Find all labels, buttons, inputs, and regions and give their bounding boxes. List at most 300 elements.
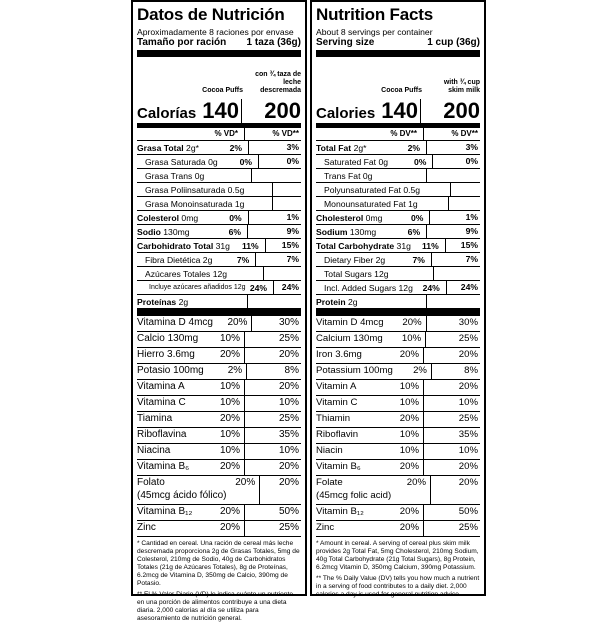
nutrient-row [316,197,480,211]
nutrient-name: Total Sugars [324,268,372,279]
nutrient-name: Grasa Saturada [145,156,206,167]
vitamin-dv-cereal: 20% [227,317,248,328]
serving-size [316,37,480,49]
vitamin-row [316,332,480,348]
nutrient-row [137,183,301,197]
nutrient-row [137,141,301,155]
nutrient-dv-with-milk [263,267,301,280]
vitamin-name-cell [316,316,384,331]
nutrient-dv-cereal: 6% [407,226,421,237]
footnote-daily-value: ** The % Daily Value (DV) tells you how much a nutrient in a serving of food contributes to a daily diet. 2,000 calories a day is used for general nutrition advice. [316,575,480,598]
vitamin-dv-cereal: 20% [219,461,240,472]
vitamin-name-cell [316,412,379,427]
nutrient-dv-with-milk: 0% [258,155,301,168]
vitamin-row [137,364,301,380]
vitamin-row [137,348,301,364]
nutrient-name-cell [137,212,198,224]
nutrient-name: Grasa Trans [145,170,193,181]
calories-label: Calories [316,105,376,122]
nutrient-name: Protein [316,296,346,307]
nutrient-amount: 0.5g [403,184,421,195]
vitamin-name: Vitamina B₁₂ [137,506,193,517]
panel-title: Nutrition Facts [316,5,433,24]
vitamin-row [137,332,301,348]
column-header-cereal: Cocoa Puffs [202,87,243,94]
nutrient-name-cell [137,156,218,168]
vitamin-dv-cereal: 10% [219,381,240,392]
vitamin-row [316,521,480,537]
vitamin-row [316,396,480,412]
thick-divider [137,50,301,57]
nutrient-amount: 0g [378,156,389,167]
nutrient-dv-cereal: 11% [422,240,439,251]
vitamin-dv-with-milk: 25% [244,332,301,347]
nutrient-dv-with-milk [450,183,480,196]
vitamin-dv-with-milk: 30% [426,316,480,331]
vitamin-name: Iron [316,349,333,360]
vitamin-row [316,460,480,476]
vitamin-dv-with-milk: 20% [423,348,480,363]
nutrient-dv-with-milk: 7% [431,253,480,266]
nutrient-amount: 0mg [365,212,383,223]
vitamin-row [137,428,301,444]
nutrient-dv-cereal: 2% [407,142,420,153]
nutrient-name: Grasa Total [137,142,184,153]
nutrient-name-cell [316,170,376,182]
nutrient-row [316,267,480,281]
nutrient-amount: 12g [212,268,228,279]
vitamin-row [137,505,301,521]
vitamin-row [137,412,301,428]
nutrient-dv-with-milk: 1% [429,211,480,224]
nutrient-name: Incl. Added Sugars [324,282,397,293]
vitamin-row [137,476,301,505]
nutrient-dv-with-milk: 1% [248,211,301,224]
nutrient-name-cell [316,240,411,252]
thick-divider [137,309,301,316]
nutrient-name: Colesterol [137,212,180,223]
serving-size-value: 1 cup (36g) [427,37,480,48]
nutrient-amount: 12g [398,282,413,293]
nutrient-name-cell [137,268,227,280]
vitamin-name-cell [316,332,383,347]
vitamin-dv-cereal: 20% [219,506,240,517]
vitamin-name: Folate [316,477,343,488]
vitamin-dv-cereal: 20% [402,317,422,328]
vitamin-row [137,521,301,537]
vitamin-dv-cereal: 10% [399,445,419,456]
vitamin-dv-with-milk: 25% [425,332,480,347]
nutrient-list [137,141,301,309]
vitamin-dv-with-milk: 50% [244,505,301,520]
calories-row [137,95,301,124]
vitamin-name-cell [316,505,379,520]
vitamin-amount: 3.6mg [335,349,362,360]
nutrient-amount: 12g [374,268,389,279]
vitamin-name-cell [137,396,200,411]
nutrient-name-cell [316,282,413,294]
nutrient-dv-cereal: 24% [249,282,268,293]
vitamin-name-cell [316,396,379,411]
vitamin-name: Riboflavina [137,429,187,440]
nutrient-dv-with-milk: 15% [445,239,480,252]
nutrient-row [137,267,301,281]
nutrient-dv-with-milk [448,197,480,210]
nutrient-name-cell [316,198,418,210]
nutrient-dv-with-milk [433,267,480,280]
servings-per-container: About 8 servings per container [316,27,433,37]
nutrient-amount: 0.5g [227,184,245,195]
vitamin-name: Vitamina C [137,397,186,408]
vitamin-name-cell [137,521,200,536]
nutrient-name-cell [316,226,376,238]
nutrient-dv-with-milk: 9% [426,225,480,238]
vitamin-name: Vitamin C [316,397,358,408]
nutrient-name: Monounsaturated Fat [324,198,406,209]
nutrient-amount: 1g [408,198,418,209]
vitamin-row [316,364,480,380]
vitamin-name-cell [137,476,226,504]
vitamin-dv-with-milk: 25% [244,521,301,536]
nutrient-name-cell [316,268,389,280]
nutrient-dv-with-milk: 0% [432,155,480,168]
vitamin-dv-cereal: 10% [399,429,419,440]
nutrient-amount: 1g [234,198,245,209]
vitamin-name: Vitamina A [137,381,185,392]
column-header-cereal: Cocoa Puffs [381,87,422,94]
nutrient-row [137,155,301,169]
vitamin-dv-with-milk: 20% [430,476,480,504]
vitamin-amount: 130mg [167,333,199,344]
vitamin-dv-cereal: 20% [399,349,419,360]
vitamin-name: Vitamina D [137,317,186,328]
vitamin-row [316,428,480,444]
vitamin-name: Vitamin B₁₂ [316,506,364,517]
vitamin-amount: 100mg [363,365,393,376]
vitamin-name: Niacin [316,445,343,456]
nutrient-amount: 31g [396,240,411,251]
vitamin-name-cell [316,364,393,379]
vitamin-dv-cereal: 10% [219,333,240,344]
nutrient-name: Incluye azúcares añadidos [149,283,232,291]
serving-size-label: Tamaño por ración [137,37,227,48]
vitamin-dv-with-milk: 20% [244,380,301,395]
vitamin-amount: 100mg [173,365,204,376]
vitamin-dv-with-milk: 20% [244,348,301,363]
vitamin-dv-with-milk: 8% [246,364,301,379]
vitamin-row [137,380,301,396]
vitamin-dv-cereal: 20% [235,477,256,488]
vitamin-dv-with-milk: 25% [423,412,480,427]
nutrient-name: Carbohidrato Total [137,240,214,251]
vitamin-name-cell [316,460,379,475]
nutrient-amount: 2g [178,296,189,307]
nutrient-dv-cereal: 7% [412,254,425,265]
nutrient-row [137,225,301,239]
nutrient-name-cell [137,240,230,252]
calories-with-milk: 200 [420,99,480,123]
vitamin-name-cell [137,428,200,443]
vitamin-name-cell [137,505,200,520]
vitamin-name-cell [316,348,379,363]
vitamin-row [316,476,480,505]
vitamin-name: Zinc [137,522,156,533]
calories-row [316,95,480,124]
vitamin-row [316,380,480,396]
nutrient-name: Grasa Monoinsaturada [145,198,233,209]
nutrient-name-cell [137,198,244,210]
nutrient-name: Polyunsaturated Fat [324,184,401,195]
nutrient-dv-cereal: 0% [411,212,424,223]
vitamin-dv-with-milk: 35% [423,428,480,443]
nutrient-name: Azúcares Totales [145,268,211,279]
nutrient-dv-cereal: 11% [241,240,259,251]
vitamin-dv-cereal: 10% [219,445,240,456]
nutrient-dv-cereal: 6% [228,226,241,237]
nutrient-dv-with-milk [247,295,301,308]
vitamin-name-cell [316,521,379,536]
vitamin-amount: (45mcg ácido fólico) [137,490,227,501]
column-header-with-milk: with ¾ cup skim milk [443,79,480,94]
nutrient-amount: 0g [362,170,373,181]
vitamin-name: Vitamin D [316,317,358,328]
nutrient-row [137,169,301,183]
vitamin-row [316,444,480,460]
vitamin-name: Folato [137,477,165,488]
vitamin-dv-with-milk: 10% [423,444,480,459]
nutrient-name: Fibra Dietética [145,254,201,265]
vitamin-dv-with-milk: 10% [244,396,301,411]
calories-cereal: 140 [202,98,239,123]
vitamin-dv-cereal: 20% [399,506,419,517]
nutrient-amount: 2g [202,254,213,265]
nutrient-amount: 2g* [186,142,199,153]
nutrient-name: Total Carbohydrate [316,240,395,251]
vitamin-dv-with-milk: 25% [423,521,480,536]
nutrient-amount: 2g* [353,142,367,153]
nutrient-dv-with-milk [426,295,480,308]
vitamin-name: Zinc [316,522,335,533]
vitamin-name: Niacina [137,445,171,456]
vitamin-row [137,396,301,412]
nutrient-name-cell [316,296,376,308]
nutrient-name-cell [316,156,388,168]
dv-header-with-milk: % DV** [423,128,480,140]
vitamin-name: Hierro [137,349,165,360]
vitamin-name: Thiamin [316,413,351,424]
vitamin-dv-with-milk: 10% [244,444,301,459]
vitamin-dv-cereal: 20% [219,413,240,424]
vitamin-name: Calcio [137,333,165,344]
nutrient-name: Dietary Fiber [324,254,374,265]
nutrient-row [316,155,480,169]
footnote-serving: * Amount in cereal. A serving of cereal plus skim milk provides 2g Total Fat, 5mg Cholesterol, 210mg Sodium, 40g Total Carbohydrate (21g Total Sugars), 8g Protein, 6.2mcg Vitamin D, 350mg Calcium, 390mg Potassium. [316,540,479,571]
nutrient-name-cell [316,142,376,154]
thick-divider [316,309,480,316]
nutrient-dv-with-milk [251,169,301,182]
nutrient-row [316,225,480,239]
vitamin-dv-with-milk: 25% [244,412,301,427]
nutrient-name-cell [137,184,244,196]
servings-per-container: Aproximadamente 8 raciones por envase [137,27,294,37]
nutrient-dv-cereal: 0% [229,212,242,223]
vitamin-name-cell [137,316,213,331]
nutrient-amount: 130mg [163,226,190,237]
nutrient-amount: 0mg [181,212,199,223]
nutrient-row [137,281,301,295]
calories-label: Calorías [137,105,197,122]
vitamin-name-cell [137,444,200,459]
column-headers [316,57,480,95]
nutrient-name: Proteínas [137,296,177,307]
vitamin-dv-with-milk: 20% [423,460,480,475]
nutrient-name-cell [137,170,204,182]
nutrient-dv-with-milk: 3% [426,141,480,154]
vitamin-name: Potasio [137,365,171,376]
vitamin-dv-with-milk: 20% [244,460,301,475]
nutrient-row [137,197,301,211]
nutrient-name-cell [316,184,420,196]
nutrient-dv-with-milk: 24% [446,281,480,294]
footnote-daily-value: ** El % Valor Diario (VD) le indica cuánto un nutriente en una porción de alimentos contribuye a una dieta diaria. 2,000 calorías al día se utiliza para asesoramiento de nutrición general. [137,591,294,622]
column-headers [137,57,301,95]
vitamin-dv-cereal: 10% [399,397,419,408]
nutrient-dv-with-milk: 3% [248,141,301,154]
dv-header-cereal: % VD* [214,129,238,138]
nutrient-dv-with-milk: 15% [265,239,301,252]
vitamin-row [316,348,480,364]
vitamin-row [137,444,301,460]
nutrient-name-cell [137,282,246,294]
vitamin-dv-with-milk: 20% [259,476,301,504]
vitamin-name-cell [316,444,379,459]
vitamin-row [137,460,301,476]
dv-header-with-milk: % VD** [244,128,301,140]
nutrient-dv-with-milk [426,169,480,182]
nutrient-row [316,239,480,253]
vitamin-dv-with-milk: 30% [251,316,301,331]
nutrient-row [137,253,301,267]
nutrient-name-cell [137,296,197,308]
vitamin-dv-cereal: 20% [219,349,240,360]
thick-divider [316,50,480,57]
nutrient-name: Grasa Poliinsaturada [145,184,226,195]
vitamin-name-cell [137,348,200,363]
english-nutrition-panel [310,0,486,596]
spanish-nutrition-panel [131,0,307,622]
nutrient-amount: 130mg [349,226,377,237]
vitamin-amount: (45mcg folic acid) [316,490,392,501]
nutrient-row [316,253,480,267]
nutrient-row [316,141,480,155]
vitamin-dv-cereal: 20% [399,413,419,424]
vitamin-dv-cereal: 10% [219,397,240,408]
vitamin-dv-cereal: 20% [399,522,419,533]
serving-size-label: Serving size [316,37,375,48]
vitamin-name: Vitamin A [316,381,357,392]
vitamin-dv-with-milk: 8% [431,364,480,379]
vitamin-dv-with-milk: 35% [244,428,301,443]
nutrient-name: Trans Fat [324,170,361,181]
vitamin-name: Potassium [316,365,361,376]
nutrient-dv-with-milk: 7% [255,253,301,266]
nutrient-amount: 2g [348,296,358,307]
nutrient-row [137,295,301,309]
vitamin-dv-cereal: 20% [219,522,240,533]
vitamin-name-cell [137,332,200,347]
nutrient-dv-cereal: 7% [236,254,250,265]
nutrient-name-cell [137,254,212,266]
vitamin-name-cell [137,380,200,395]
vitamin-amount: 4mcg [360,317,384,328]
nutrient-dv-with-milk [272,197,301,210]
vitamin-dv-cereal: 20% [399,461,419,472]
vitamin-dv-with-milk: 20% [423,380,480,395]
vitamin-name-cell [316,476,391,504]
vitamin-list [316,316,480,537]
nutrient-name-cell [137,142,199,154]
vitamin-dv-cereal: 10% [399,381,419,392]
nutrient-dv-cereal: 0% [239,156,253,167]
column-header-with-milk: con ¾ taza de leche descremada [255,71,301,94]
vitamin-dv-cereal: 10% [219,429,240,440]
daily-value-header [137,128,301,141]
nutrient-name: Saturated Fat [324,156,377,167]
dv-header-cereal: % DV** [390,129,417,138]
vitamin-amount: 3.6mg [167,349,195,360]
vitamin-list [137,316,301,537]
vitamin-name: Vitamin B₆ [316,461,361,472]
nutrient-name-cell [316,212,382,224]
vitamin-name: Vitamina B₆ [137,461,190,472]
nutrient-row [316,281,480,295]
vitamin-dv-with-milk: 10% [423,396,480,411]
vitamin-name-cell [316,380,379,395]
footnote-serving: * Cantidad en cereal. Una ración de cereal más leche descremada proporciona 2g de Grasas Totales, 5mg de Colesterol, 210mg de Sodio, 40g de Carbohidratos Totales (21g de Azúcares Totales), 8g de Proteínas, 6.2mcg de Vitamina D, 350mg de Calcio, 390mg de Potasio. [137,540,300,587]
vitamin-dv-cereal: 2% [413,365,427,376]
nutrient-row [137,239,301,253]
nutrient-amount: 0g [194,170,205,181]
nutrient-dv-cereal: 24% [422,282,440,293]
vitamin-amount: 4mcg [188,317,213,328]
nutrient-name: Sodio [137,226,161,237]
calories-with-milk: 200 [241,99,301,123]
vitamin-dv-with-milk: 50% [423,505,480,520]
nutrient-row [316,211,480,225]
nutrient-amount: 0g [208,156,218,167]
nutrient-name-cell [316,254,385,266]
vitamin-row [137,316,301,332]
nutrient-dv-cereal: 2% [229,142,243,153]
nutrient-amount: 31g [215,240,230,251]
vitamin-dv-cereal: 10% [401,333,422,344]
serving-size-value: 1 taza (36g) [246,37,301,48]
nutrient-row [316,295,480,309]
daily-value-header [316,128,480,141]
vitamin-name: Calcium [316,333,351,344]
nutrient-amount: 12g [233,283,246,291]
serving-size [137,37,301,49]
nutrient-dv-with-milk: 24% [273,281,301,294]
vitamin-name-cell [316,428,379,443]
vitamin-name: Riboflavin [316,429,359,440]
vitamin-row [316,412,480,428]
vitamin-row [316,505,480,521]
panel-title: Datos de Nutrición [137,5,285,24]
nutrient-name-cell [137,226,197,238]
vitamin-name-cell [137,460,200,475]
nutrient-name: Cholesterol [316,212,364,223]
